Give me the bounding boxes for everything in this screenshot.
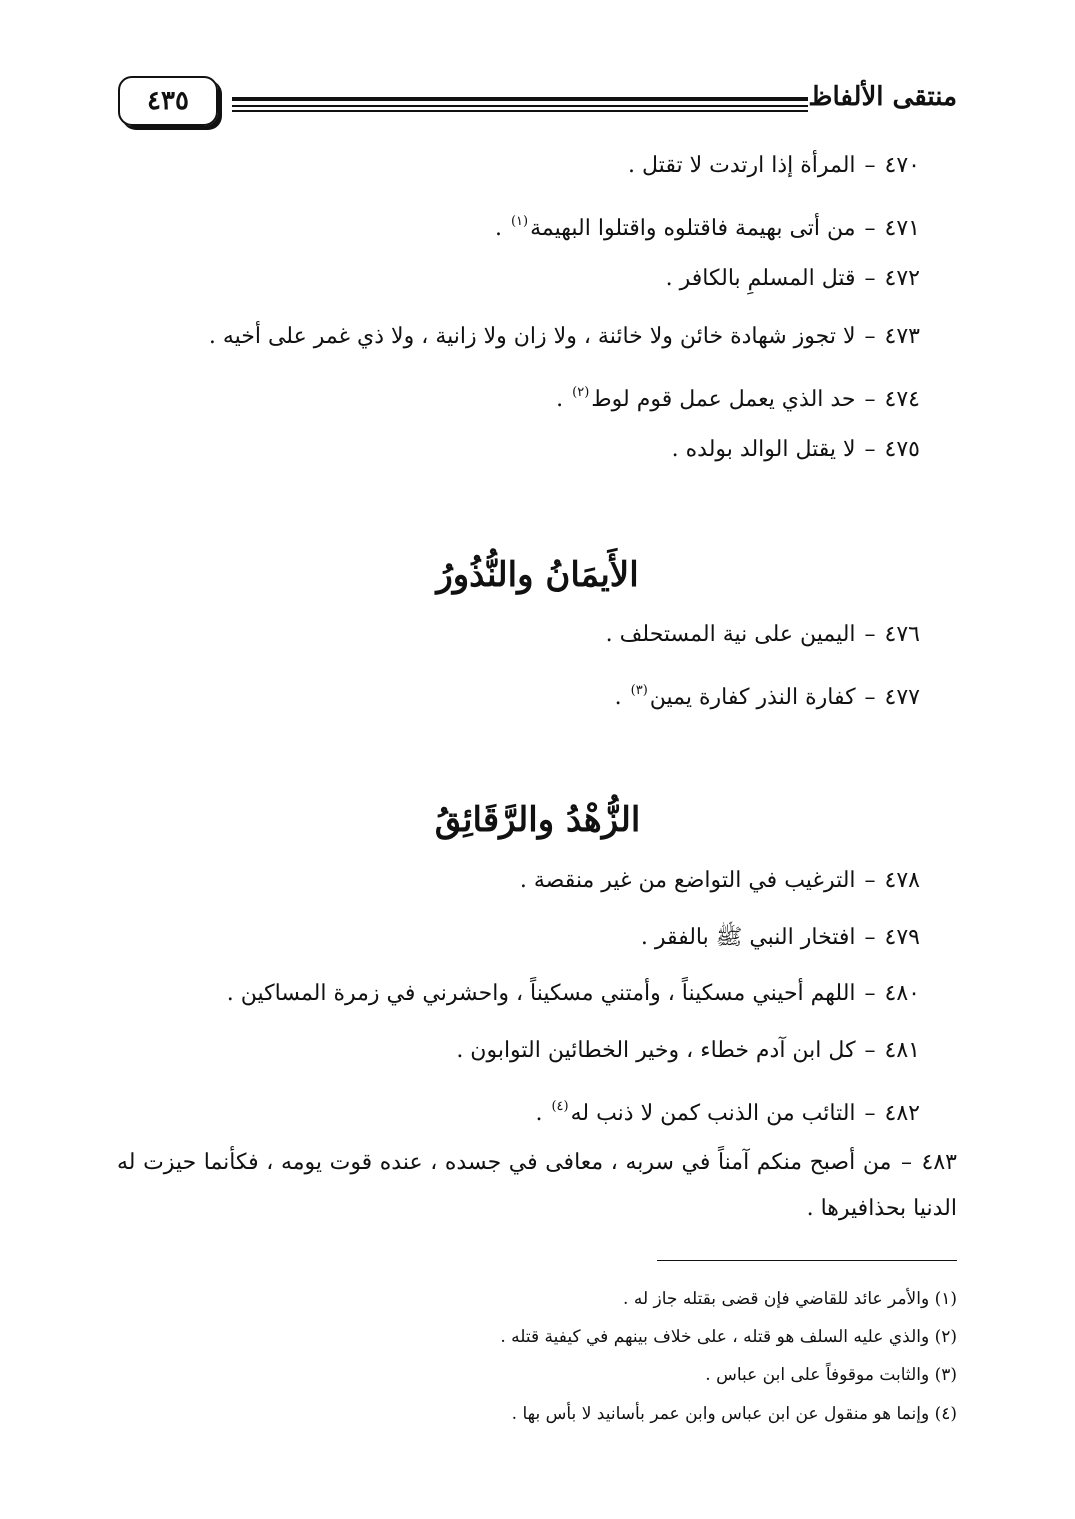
- entry-477: ٤٧٧ – كفارة النذر كفارة يمين$^{(٣)}$ .: [614, 683, 920, 710]
- entry-number: ٤٨١: [884, 1038, 920, 1063]
- entry-number: ٤٧٠: [884, 153, 920, 178]
- entry-481: ٤٨١ – كل ابن آدم خطاء ، وخير الخطائين التوابون .: [456, 1038, 920, 1063]
- entry-number: ٤٧٣: [884, 324, 920, 349]
- entry-number: ٤٧١: [884, 216, 920, 241]
- entry-482: ٤٨٢ – التائب من الذنب كمن لا ذنب له$^{(٤)}$ .: [535, 1099, 920, 1126]
- entry-text: المرأة إذا ارتدت لا تقتل .: [628, 153, 856, 178]
- footnote-marker[interactable]: (١): [510, 214, 529, 229]
- entry-text: من أتى بهيمة فاقتلوه واقتلوا البهيمة: [530, 216, 856, 241]
- footnote-marker[interactable]: (٤): [551, 1099, 569, 1114]
- entry-480: ٤٨٠ – اللهم أحيني مسكيناً ، وأمتني مسكيناً ، واحشرني في زمرة المساكين .: [226, 981, 920, 1006]
- entry-number: ٤٧٩: [884, 925, 920, 950]
- entry-text: حد الذي يعمل عمل قوم لوط: [591, 387, 856, 412]
- entry-text: الترغيب في التواضع من غير منقصة .: [519, 868, 856, 893]
- footnote-2: (٢) والذي عليه السلف هو قتله ، على خلاف بينهم في كيفية قتله .: [500, 1327, 957, 1347]
- entry-number: ٤٧٢: [884, 266, 920, 291]
- entry-text: اللهم أحيني مسكيناً ، وأمتني مسكيناً ، واحشرني في زمرة المساكين .: [226, 981, 856, 1006]
- entry-text: لا تجوز شهادة خائن ولا خائنة ، ولا زان ولا زانية ، ولا ذي غمر على أخيه .: [208, 324, 856, 349]
- entry-tail: .: [535, 1101, 550, 1126]
- page-number: ٤٣٥: [147, 86, 189, 116]
- entry-text: قتل المسلمِ بالكافر .: [665, 266, 856, 291]
- entry-483: ٤٨٣ – من أصبح منكم آمناً في سربه ، معافى في جسده ، عنده قوت يومه ، فكأنما حيزت له الدنيا بحذافيرها .: [117, 1150, 957, 1221]
- page-number-box: [118, 76, 218, 126]
- entry-text: كل ابن آدم خطاء ، وخير الخطائين التوابون .: [456, 1038, 856, 1063]
- entry-number: ٤٧٨: [884, 868, 920, 893]
- entry-470: ٤٧٠ – المرأة إذا ارتدت لا تقتل .: [628, 153, 920, 178]
- entry-471: ٤٧١ – من أتى بهيمة فاقتلوه واقتلوا البهيمة$^{(١)}$ .: [494, 214, 920, 241]
- footnote-separator: [657, 1260, 957, 1261]
- entry-tail: .: [556, 387, 571, 412]
- entry-text: افتخار النبي ﷺ بالفقر .: [640, 925, 856, 950]
- header-rule: [232, 97, 808, 113]
- entry-text: من أصبح منكم آمناً في سربه ، معافى في جسده ، عنده قوت يومه ، فكأنما حيزت له الدنيا بحذافيرها .: [117, 1150, 957, 1221]
- entry-number: ٤٨٣: [921, 1150, 957, 1175]
- entry-tail: .: [494, 216, 509, 241]
- entry-475: ٤٧٥ – لا يقتل الوالد بولده .: [671, 437, 920, 462]
- entry-478: ٤٧٨ – الترغيب في التواضع من غير منقصة .: [519, 868, 920, 893]
- entry-number: ٤٧٥: [884, 437, 920, 462]
- footnote-4: (٤) وإنما هو منقول عن ابن عباس وابن عمر بأسانيد لا بأس بها .: [511, 1404, 957, 1424]
- running-header-title: منتقى الألفاظ: [808, 82, 957, 112]
- entry-number: ٤٧٦: [884, 622, 920, 647]
- entry-474: ٤٧٤ – حد الذي يعمل عمل قوم لوط$^{(٢)}$ .: [556, 385, 920, 412]
- entry-text: كفارة النذر كفارة يمين: [649, 685, 856, 710]
- entry-number: ٤٧٤: [884, 387, 920, 412]
- entry-476: ٤٧٦ – اليمين على نية المستحلف .: [605, 622, 920, 647]
- entry-472: ٤٧٢ – قتل المسلمِ بالكافر .: [665, 266, 920, 291]
- footnote-3: (٣) والثابت موقوفاً على ابن عباس .: [705, 1365, 957, 1385]
- entry-text: التائب من الذنب كمن لا ذنب له: [570, 1101, 856, 1126]
- entry-number: ٤٧٧: [884, 685, 920, 710]
- entry-number: ٤٨٠: [884, 981, 920, 1006]
- footnote-marker[interactable]: (٣): [630, 683, 648, 698]
- entry-text: اليمين على نية المستحلف .: [605, 622, 856, 647]
- entry-tail: .: [614, 685, 629, 710]
- entry-479: ٤٧٩ – افتخار النبي ﷺ بالفقر .: [640, 925, 920, 950]
- section-title-asceticism: الزُّهْدُ والرَّقَائِقُ: [434, 800, 641, 840]
- section-title-oaths-vows: الأَيمَانُ والنُّذُورُ: [436, 555, 639, 595]
- footnote-marker[interactable]: (٢): [572, 385, 590, 400]
- entry-text: لا يقتل الوالد بولده .: [671, 437, 856, 462]
- footnote-1: (١) والأمر عائد للقاضي فإن قضى بقتله جاز له .: [623, 1289, 957, 1309]
- entry-473: ٤٧٣ – لا تجوز شهادة خائن ولا خائنة ، ولا زان ولا زانية ، ولا ذي غمر على أخيه .: [208, 324, 920, 349]
- entry-number: ٤٨٢: [884, 1101, 920, 1126]
